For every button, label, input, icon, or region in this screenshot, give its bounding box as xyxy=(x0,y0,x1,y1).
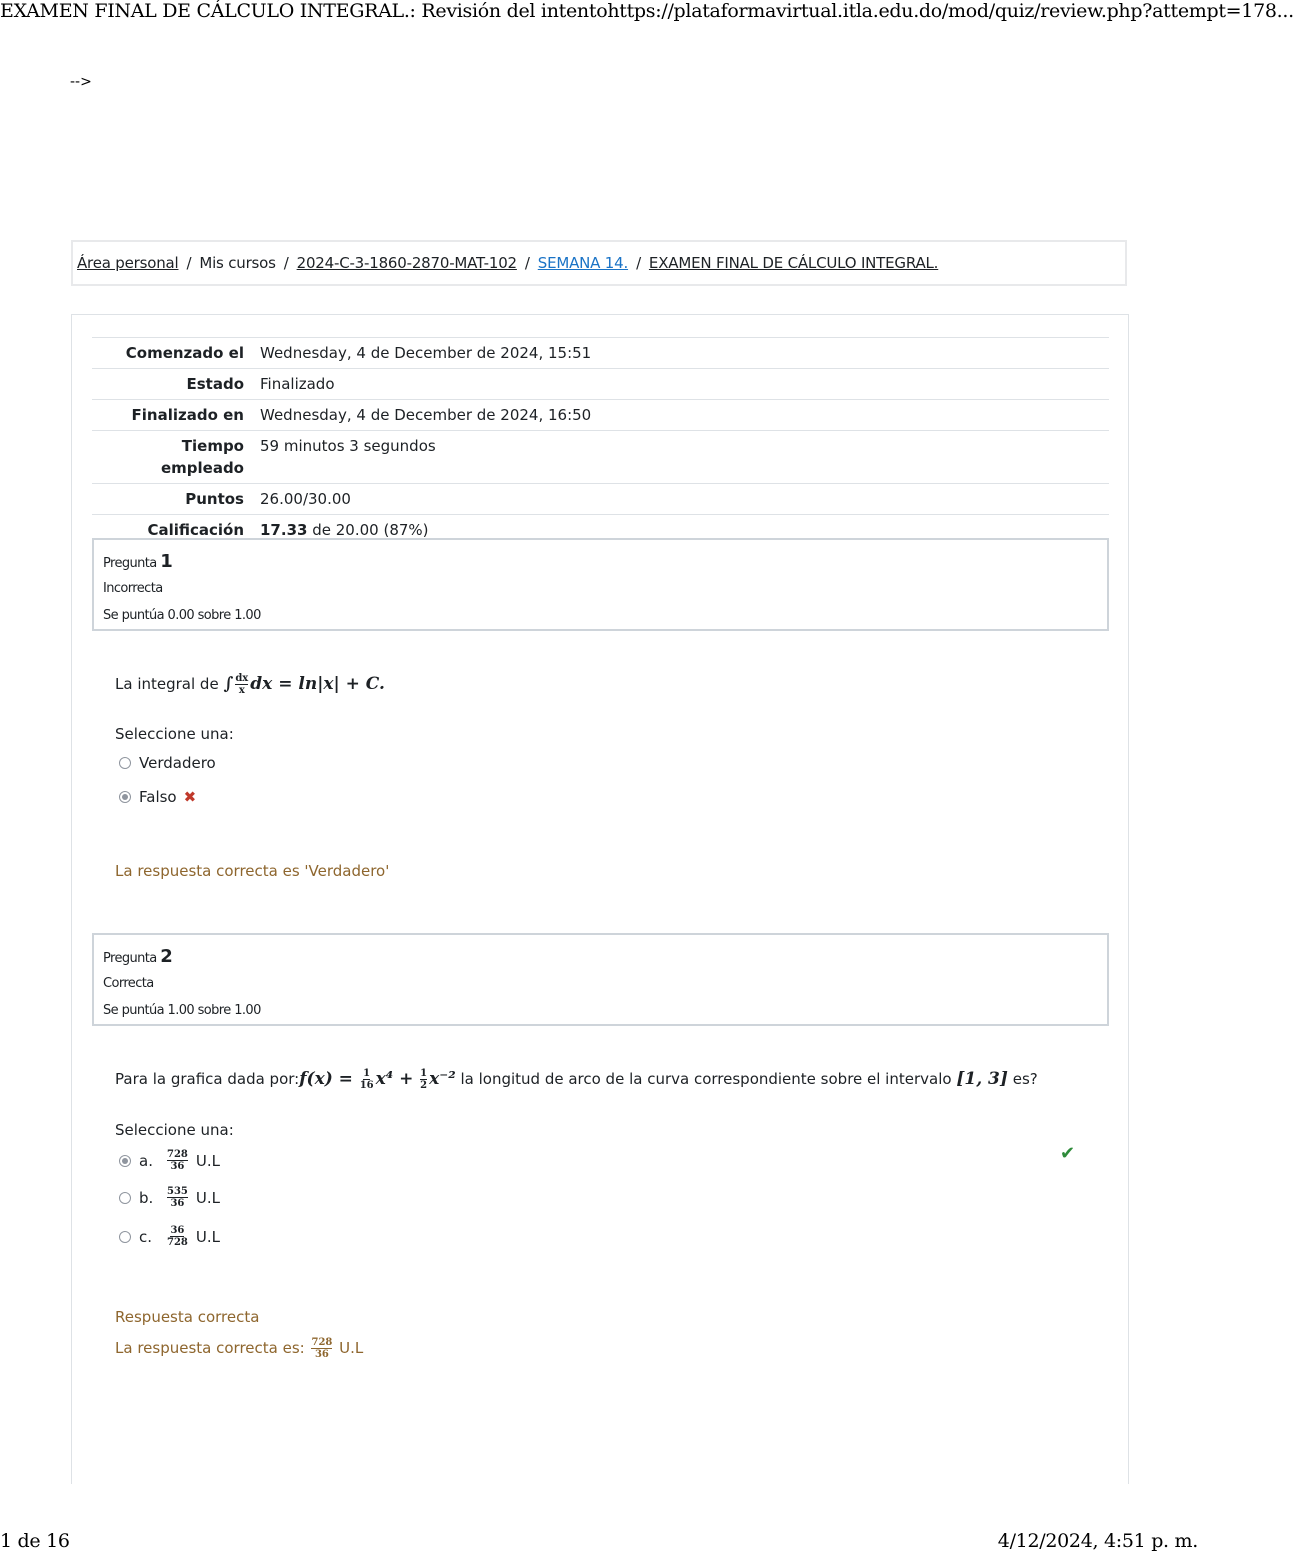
answer-option-b[interactable] xyxy=(119,1186,220,1209)
math-expression: dx = ln|x| + C. xyxy=(250,674,385,694)
correct-answer-fraction xyxy=(311,1337,332,1360)
breadcrumb-separator: / xyxy=(636,254,641,272)
radio-button-selected[interactable] xyxy=(119,791,131,803)
math-fraction xyxy=(420,1068,427,1091)
fraction-numerator: 1 xyxy=(363,1068,371,1079)
question-prefix: Pregunta xyxy=(103,556,157,571)
option-label: Falso xyxy=(139,788,177,806)
option-letter: b. xyxy=(139,1188,154,1207)
breadcrumb xyxy=(71,240,1127,286)
question-1-prompt: Seleccione una: xyxy=(115,725,234,743)
summary-value: 59 minutos 3 segundos xyxy=(260,437,436,455)
attempt-summary-table xyxy=(92,337,1109,545)
breadcrumb-separator: / xyxy=(524,254,530,272)
question-number xyxy=(103,548,1098,575)
summary-row-points xyxy=(92,484,1109,515)
question-2-correct-answer xyxy=(115,1337,363,1360)
question-number-value: 1 xyxy=(160,551,173,572)
summary-label: Puntos xyxy=(185,490,244,508)
answer-option-verdadero[interactable] xyxy=(119,754,216,772)
question-number-value: 2 xyxy=(160,946,173,967)
breadcrumb-mis-cursos: Mis cursos xyxy=(199,254,276,272)
question-text: la longitud de arco de la curva correspondiente sobre el intervalo xyxy=(460,1070,952,1088)
question-text: Para la grafica dada por: xyxy=(115,1070,300,1088)
question-grade: Se puntúa 0.00 sobre 1.00 xyxy=(103,608,261,623)
fraction-numerator: 535 xyxy=(167,1186,188,1197)
summary-row-completed xyxy=(92,400,1109,431)
stray-comment-text: --> xyxy=(70,74,92,90)
answer-option-c[interactable] xyxy=(119,1225,220,1248)
question-1-correct-answer: La respuesta correcta es 'Verdadero' xyxy=(115,862,390,880)
incorrect-icon: ✖ xyxy=(183,788,197,806)
breadcrumb-area-personal[interactable]: Área personal xyxy=(77,254,179,272)
option-unit: U.L xyxy=(195,1227,220,1246)
summary-label: Calificación xyxy=(147,521,244,539)
question-2-feedback: Respuesta correcta xyxy=(115,1308,260,1326)
option-letter: a. xyxy=(139,1151,153,1170)
math-integral: ∫ xyxy=(223,674,234,694)
math-fraction xyxy=(360,1068,374,1091)
print-page-title: EXAMEN FINAL DE CÁLCULO INTEGRAL.: Revisión del intento xyxy=(0,0,608,22)
answer-option-falso[interactable] xyxy=(119,788,196,806)
answer-option-a[interactable] xyxy=(119,1149,220,1172)
option-fraction xyxy=(167,1186,188,1209)
fraction-numerator: 728 xyxy=(311,1337,333,1348)
radio-button[interactable] xyxy=(119,757,131,769)
breadcrumb-week[interactable]: SEMANA 14. xyxy=(537,254,629,272)
question-grade: Se puntúa 1.00 sobre 1.00 xyxy=(103,1003,261,1018)
math-interval: [1, 3] xyxy=(956,1069,1008,1089)
question-text: es? xyxy=(1012,1070,1038,1088)
grade-rest: de 20.00 (87%) xyxy=(312,521,429,539)
breadcrumb-separator: / xyxy=(186,254,192,272)
summary-row-started xyxy=(92,338,1109,369)
summary-label-line1: Tiempo xyxy=(181,437,244,455)
print-page-number: 1 de 16 xyxy=(0,1530,70,1552)
math-term: x⁻² xyxy=(429,1069,456,1089)
breadcrumb-exam[interactable]: EXAMEN FINAL DE CÁLCULO INTEGRAL. xyxy=(648,254,939,272)
question-state: Correcta xyxy=(103,976,154,991)
summary-row-state xyxy=(92,369,1109,400)
option-fraction xyxy=(167,1225,188,1248)
print-page-url: https://plataformavirtual.itla.edu.do/mod/quiz/review.php?attempt=178... xyxy=(607,0,1294,22)
question-2-text xyxy=(115,1068,1038,1091)
question-2-prompt: Seleccione una: xyxy=(115,1121,234,1139)
summary-value: Wednesday, 4 de December de 2024, 15:51 xyxy=(260,344,592,362)
correct-answer-prefix: La respuesta correcta es: xyxy=(115,1339,305,1357)
summary-label-line2: empleado xyxy=(160,459,244,477)
question-2-info xyxy=(92,933,1109,1026)
summary-label: Finalizado en xyxy=(131,406,244,424)
quiz-review-region xyxy=(71,314,1129,1484)
math-term: x⁴ + xyxy=(375,1069,414,1089)
breadcrumb-separator: / xyxy=(283,254,289,272)
summary-label: Estado xyxy=(186,375,244,393)
summary-row-time-taken xyxy=(92,431,1109,484)
summary-value: 26.00/30.00 xyxy=(260,490,351,508)
print-footer xyxy=(0,1530,1200,1554)
fraction-denominator: 36 xyxy=(170,1161,185,1172)
fraction-denominator: 2 xyxy=(420,1080,428,1091)
math-function: f(x) = xyxy=(299,1069,353,1089)
question-1-text xyxy=(115,673,385,696)
fraction-denominator: x xyxy=(238,685,245,696)
summary-label: Comenzado el xyxy=(125,344,244,362)
question-number xyxy=(103,943,1098,970)
correct-check-icon: ✔ xyxy=(1060,1143,1076,1164)
print-datetime: 4/12/2024, 4:51 p. m. xyxy=(997,1530,1198,1552)
option-label: Verdadero xyxy=(139,754,216,772)
print-header xyxy=(0,0,1294,26)
question-prefix: Pregunta xyxy=(103,951,157,966)
summary-value: Wednesday, 4 de December de 2024, 16:50 xyxy=(260,406,592,424)
option-unit: U.L xyxy=(195,1151,220,1170)
fraction-numerator: 728 xyxy=(167,1149,188,1160)
fraction-denominator: 16 xyxy=(359,1080,374,1091)
radio-button[interactable] xyxy=(119,1231,131,1243)
question-1-info xyxy=(92,538,1109,631)
correct-answer-unit: U.L xyxy=(339,1339,364,1357)
fraction-numerator: 1 xyxy=(420,1068,428,1079)
radio-button-selected[interactable] xyxy=(119,1155,131,1167)
fraction-numerator: dx xyxy=(235,673,249,684)
breadcrumb-course[interactable]: 2024-C-3-1860-2870-MAT-102 xyxy=(296,254,517,272)
fraction-denominator: 36 xyxy=(314,1349,329,1360)
radio-button[interactable] xyxy=(119,1192,131,1204)
option-letter: c. xyxy=(139,1227,153,1246)
math-fraction xyxy=(235,673,248,696)
fraction-numerator: 36 xyxy=(170,1225,185,1236)
grade-value: 17.33 xyxy=(260,521,308,539)
question-text: La integral de xyxy=(115,675,219,693)
summary-label xyxy=(92,431,258,484)
fraction-denominator: 728 xyxy=(167,1237,188,1248)
question-state: Incorrecta xyxy=(103,581,163,596)
option-fraction xyxy=(167,1149,188,1172)
summary-value: Finalizado xyxy=(260,375,335,393)
fraction-denominator: 36 xyxy=(170,1198,185,1209)
option-unit: U.L xyxy=(195,1188,220,1207)
